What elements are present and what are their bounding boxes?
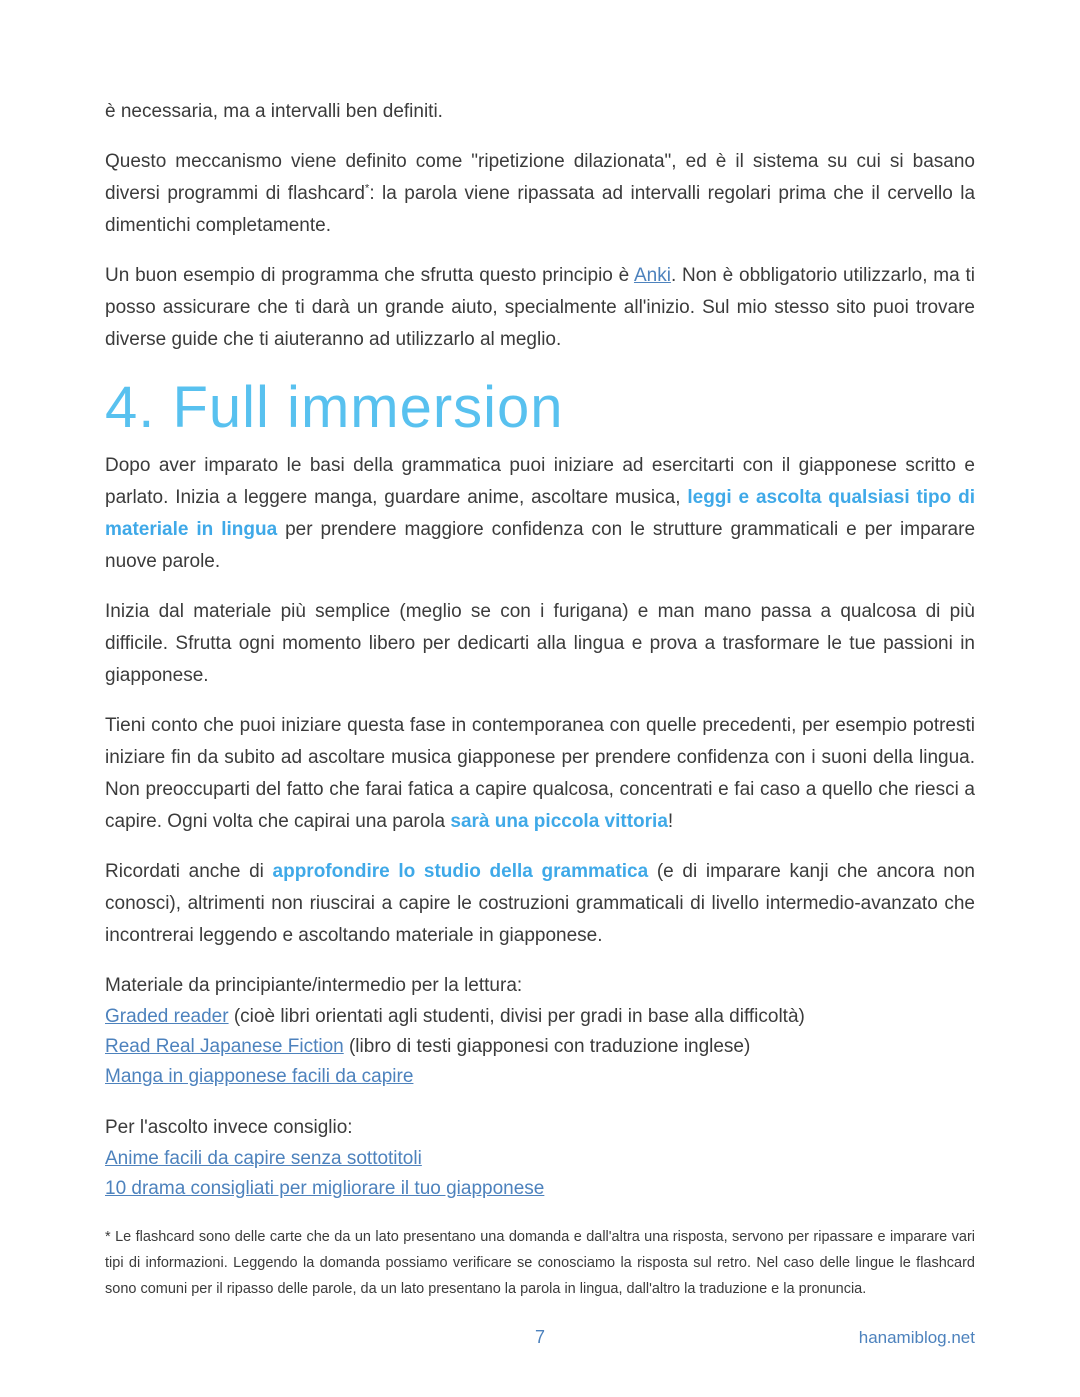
text-run: Dopo aver imparato le basi della grammatica puoi iniziare ad esercitarti con il giapponese scritto e parlato. Inizia a leggere manga, guardare anime, ascoltare musica, [105, 455, 975, 508]
text-run: Un buon esempio di programma che sfrutta questo principio è [105, 265, 634, 286]
footnote-marker: * [364, 182, 370, 195]
reading-list-item [105, 1032, 975, 1062]
listening-list [105, 1112, 975, 1204]
site-link[interactable]: hanamiblog.net [858, 1328, 975, 1347]
paragraph-anki [105, 260, 975, 356]
paragraph-simple-material [105, 596, 975, 692]
inline-link[interactable]: Read Real Japanese Fiction [105, 1036, 344, 1057]
text-run: Questo meccanismo viene definito come "ripetizione dilazionata", ed è il sistema su cui si basano diversi programmi di flashcard [105, 151, 975, 204]
text-run: Inizia dal materiale più semplice (meglio se con i furigana) e man mano passa a qualcosa di più difficile. Sfrutta ogni momento libero per dedicarti alla lingua e prova a trasformare le tue passioni in giapponese. [105, 601, 975, 686]
reading-list-item [105, 1062, 975, 1092]
text-run: ! [667, 811, 674, 832]
paragraph-intro: è necessaria, ma a intervalli ben definiti. [105, 101, 443, 122]
text-run: : la parola viene ripassata ad intervalli regolari prima che il cervello la dimentichi completamente. [105, 183, 976, 236]
reading-list-title: Materiale da principiante/intermedio per la lettura: [105, 975, 523, 996]
text-run: . Non è obbligatorio utilizzarlo, ma ti posso assicurare che ti darà un grande aiuto, specialmente all'inizio. Sul mio stesso sito puoi trovare diverse guide che ti aiuteranno ad utilizzarlo al meglio. [105, 265, 975, 350]
inline-link[interactable]: Anime facili da capire senza sottotitoli [105, 1148, 422, 1169]
listening-list-title: Per l'ascolto invece consiglio: [105, 1117, 353, 1138]
inline-link[interactable]: 10 drama consigliati per migliorare il tuo giapponese [105, 1178, 545, 1199]
text-run: (cioè libri orientati agli studenti, divisi per gradi in base alla difficoltà) [228, 1006, 805, 1027]
text-run: Ricordati anche di [105, 861, 273, 882]
listening-list-item [105, 1144, 975, 1174]
paragraph-full-immersion [105, 450, 975, 578]
inline-link[interactable]: Graded reader [105, 1006, 229, 1027]
listening-list-item [105, 1174, 975, 1204]
paragraph-parallel-phase [105, 710, 975, 838]
footnote: * Le flashcard sono delle carte che da un lato presentano una domanda e dall'altra una risposta, servono per ripassare e imparare vari tipi di informazioni. Leggendo la domanda possiamo verificare se conosciamo la risposta sul retro. Nel caso delle lingue le flashcard sono comuni per il ripasso delle parole, da un lato presentano la parola in lingua, dall'altro la traduzione e la pronuncia. [105, 1229, 975, 1297]
text-run: (libro di testi giapponesi con traduzione inglese) [343, 1036, 751, 1057]
text-run: per prendere maggiore confidenza con le strutture grammaticali e per imparare nuove parole. [105, 519, 976, 572]
inline-link[interactable]: Manga in giapponese facili da capire [105, 1066, 414, 1087]
page-number: 7 [534, 1327, 546, 1347]
text-run: Tieni conto che puoi iniziare questa fase in contemporanea con quelle precedenti, per esempio potresti iniziare fin da subito ad ascoltare musica giapponese per prendere confidenza con i suoni della lingua. Non preoccuparti del fatto che farai fatica a capire qualcosa, concentrati e fai caso a quello che riesci a capire. Ogni volta che capirai una parola [105, 715, 975, 832]
reading-list [105, 970, 975, 1092]
inline-link[interactable]: Anki [633, 265, 671, 286]
page-footer [105, 1327, 975, 1351]
text-run: (e di imparare kanji che ancora non conosci), altrimenti non riuscirai a capire le costruzioni grammaticali di livello intermedio-avanzato che incontrerai leggendo e ascoltando materiale in giapponese. [105, 861, 975, 946]
paragraph-grammar-study [105, 856, 975, 952]
section-heading: 4. Full immersion [105, 375, 564, 440]
highlighted-text: sarà una piccola vittoria [450, 811, 668, 832]
highlighted-text: leggi e ascolta qualsiasi tipo di materiale in lingua [105, 487, 975, 540]
highlighted-text: approfondire lo studio della grammatica [272, 861, 649, 882]
paragraph-spaced-repetition [105, 146, 975, 242]
reading-list-item [105, 1002, 975, 1032]
